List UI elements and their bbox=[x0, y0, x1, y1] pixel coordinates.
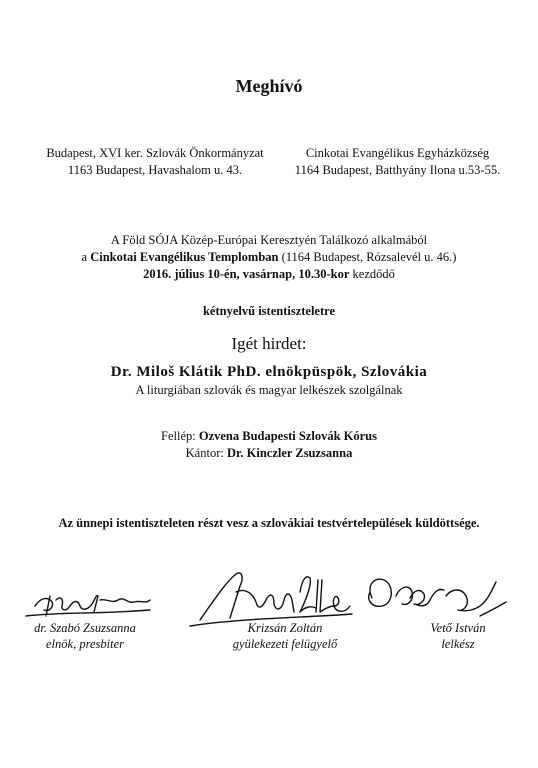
signatory-name: Vető István bbox=[430, 621, 486, 635]
signatory-role: lelkész bbox=[441, 637, 475, 651]
cantor-name: Dr. Kinczler Zsuzsanna bbox=[226, 446, 353, 460]
church-name: Cinkotai Evangélikus Templomban bbox=[90, 250, 279, 264]
choir-name: Ozvena Budapesti Szlovák Kórus bbox=[198, 429, 377, 443]
signatory-name: Krizsán Zoltán bbox=[247, 621, 323, 635]
signature-2-stroke bbox=[190, 573, 352, 626]
event-start-word: kezdődő bbox=[349, 267, 395, 281]
signatory-3 bbox=[388, 620, 528, 652]
delegation-note: Az ünnepi istentiszteleten részt vesz a szlovákiai testvértelepülések küldöttsége. bbox=[58, 516, 480, 530]
signatory-1 bbox=[20, 620, 150, 652]
church-address: (1164 Budapest, Rózsalevél u. 46.) bbox=[278, 250, 457, 264]
signature-1-stroke bbox=[26, 596, 150, 616]
preacher-name: Dr. Miloš Klátik PhD. elnökpüspök, Szlovákia bbox=[110, 364, 428, 380]
organizer-left-address: 1163 Budapest, Havashalom u. 43. bbox=[67, 163, 243, 177]
occasion-prefix: a bbox=[81, 250, 91, 264]
signatory-role: elnök, presbiter bbox=[46, 637, 124, 651]
page-title: Meghívó bbox=[235, 76, 303, 96]
signature-3-stroke bbox=[369, 579, 506, 616]
signatory-2 bbox=[195, 620, 375, 652]
preacher-intro: Igét hirdet: bbox=[231, 334, 307, 353]
organizer-right-address: 1164 Budapest, Batthyány Ilona u.53-55. bbox=[294, 163, 501, 177]
occasion-line-1: A Föld SÓJA Közép-Európai Keresztyén Találkozó alkalmából bbox=[110, 233, 428, 247]
choir-label: Fellép: bbox=[161, 429, 199, 443]
cantor-label: Kántor: bbox=[185, 446, 227, 460]
signatory-role: gyülekezeti felügyelő bbox=[232, 637, 338, 651]
service-type: kétnyelvű istentiszteletre bbox=[202, 304, 336, 318]
liturgy-note: A liturgiában szlovák és magyar lelkészek szolgálnak bbox=[135, 383, 403, 397]
organizer-right-name: Cinkotai Evangélikus Egyházközség bbox=[305, 146, 490, 160]
event-datetime: 2016. július 10-én, vasárnap, 10.30-kor bbox=[143, 267, 350, 281]
organizer-left-name: Budapest, XVI ker. Szlovák Önkormányzat bbox=[46, 146, 264, 160]
signatory-name: dr. Szabó Zsuzsanna bbox=[34, 621, 136, 635]
